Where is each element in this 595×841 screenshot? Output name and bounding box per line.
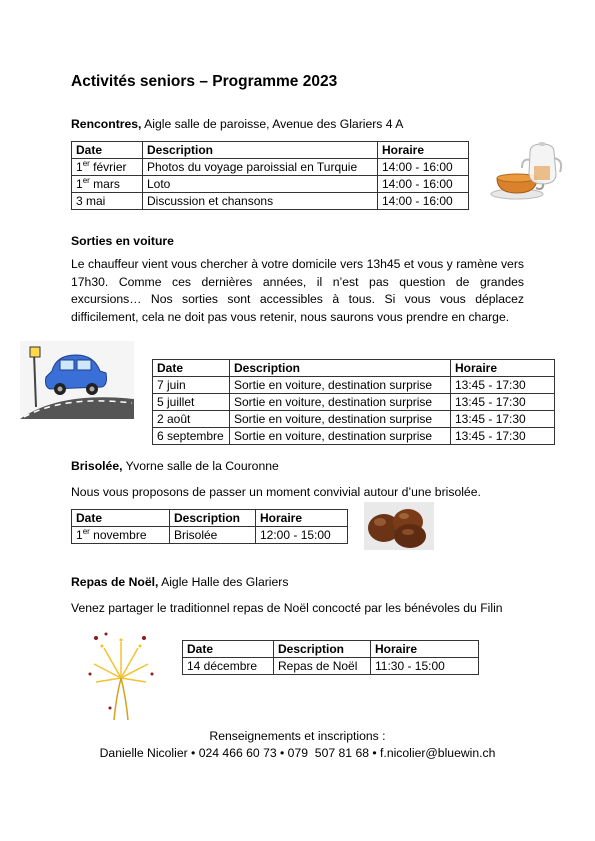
- cell-description: Sortie en voiture, destination surprise: [230, 394, 451, 411]
- col-date: Date: [183, 641, 274, 658]
- col-horaire: Horaire: [256, 510, 348, 527]
- fireworks-image: [86, 628, 156, 724]
- sorties-title: Sorties en voiture: [71, 234, 174, 248]
- cell-date: 1er février: [72, 159, 143, 176]
- cell-date: 5 juillet: [153, 394, 230, 411]
- brisolee-title: Brisolée,: [71, 459, 123, 473]
- col-date: Date: [72, 142, 143, 159]
- col-date: Date: [72, 510, 170, 527]
- brisolee-heading: [71, 459, 279, 473]
- table-row: [153, 411, 555, 428]
- col-horaire: Horaire: [451, 360, 555, 377]
- cell-time: 11:30 - 15:00: [371, 658, 479, 675]
- cell-description: Loto: [143, 176, 378, 193]
- teapot-cup-image: [482, 138, 566, 208]
- cell-description: Repas de Noël: [274, 658, 371, 675]
- cell-date: 6 septembre: [153, 428, 230, 445]
- cell-description: Sortie en voiture, destination surprise: [230, 411, 451, 428]
- brisolee-place: Yvorne salle de la Couronne: [122, 459, 279, 473]
- table-header-row: [153, 360, 555, 377]
- cell-description: Sortie en voiture, destination surprise: [230, 377, 451, 394]
- cell-time: 13:45 - 17:30: [451, 394, 555, 411]
- cell-date: 7 juin: [153, 377, 230, 394]
- table-header-row: [183, 641, 479, 658]
- cell-time: 13:45 - 17:30: [451, 377, 555, 394]
- rencontres-table: [71, 141, 469, 210]
- table-row: [72, 159, 469, 176]
- cell-time: 13:45 - 17:30: [451, 428, 555, 445]
- cell-date: 2 août: [153, 411, 230, 428]
- table-row: [72, 527, 348, 544]
- sorties-table: [152, 359, 555, 445]
- table-row: [153, 428, 555, 445]
- col-date: Date: [153, 360, 230, 377]
- cell-time: 14:00 - 16:00: [378, 193, 469, 210]
- rencontres-place: Aigle salle de paroisse, Avenue des Glariers 4 A: [141, 117, 404, 131]
- col-description: Description: [170, 510, 256, 527]
- cell-description: Sortie en voiture, destination surprise: [230, 428, 451, 445]
- rencontres-heading: [71, 117, 403, 131]
- cell-description: Photos du voyage paroissial en Turquie: [143, 159, 378, 176]
- cell-date: 1er novembre: [72, 527, 170, 544]
- chestnuts-image: [364, 502, 434, 550]
- table-row: [72, 176, 469, 193]
- brisolee-table: [71, 509, 348, 544]
- noel-description: Venez partager le traditionnel repas de Noël concocté par les bénévoles du Filin: [71, 601, 503, 615]
- cell-date: 1er mars: [72, 176, 143, 193]
- brisolee-description: Nous vous proposons de passer un moment convivial autour d’une brisolée.: [71, 485, 481, 499]
- table-header-row: [72, 510, 348, 527]
- cell-date: 3 mai: [72, 193, 143, 210]
- page-title: Activités seniors – Programme 2023: [71, 73, 338, 90]
- col-description: Description: [230, 360, 451, 377]
- noel-title: Repas de Noël,: [71, 575, 159, 589]
- sorties-description: Le chauffeur vient vous chercher à votre domicile vers 13h45 et vous y ramène vers 17h30. Comme ces dernières années, il n’est pas question de grandes excursions… Nos sorties sont accessibles à tous. Si vous vous déplacez difficilement, cela ne doit pas vous retenir, nous saurons vous prendre en charge.: [71, 257, 524, 324]
- col-horaire: Horaire: [371, 641, 479, 658]
- cell-description: Brisolée: [170, 527, 256, 544]
- table-row: [153, 394, 555, 411]
- table-row: [183, 658, 479, 675]
- cell-time: 12:00 - 15:00: [256, 527, 348, 544]
- noel-table: [182, 640, 479, 675]
- cell-date: 14 décembre: [183, 658, 274, 675]
- cell-time: 14:00 - 16:00: [378, 159, 469, 176]
- sorties-heading: [71, 234, 174, 248]
- cell-description: Discussion et chansons: [143, 193, 378, 210]
- table-row: [72, 193, 469, 210]
- col-horaire: Horaire: [378, 142, 469, 159]
- noel-heading: [71, 575, 288, 589]
- rencontres-title: Rencontres,: [71, 117, 142, 131]
- footer-contact: Danielle Nicolier • 024 466 60 73 • 079 507 81 68 • f.nicolier@bluewin.ch: [99, 746, 496, 760]
- cell-time: 13:45 - 17:30: [451, 411, 555, 428]
- car-on-road-image: [20, 341, 134, 419]
- col-description: Description: [143, 142, 378, 159]
- col-description: Description: [274, 641, 371, 658]
- table-row: [153, 377, 555, 394]
- footer-info-title: Renseignements et inscriptions :: [209, 729, 386, 743]
- table-header-row: [72, 142, 469, 159]
- noel-place: Aigle Halle des Glariers: [158, 575, 289, 589]
- cell-time: 14:00 - 16:00: [378, 176, 469, 193]
